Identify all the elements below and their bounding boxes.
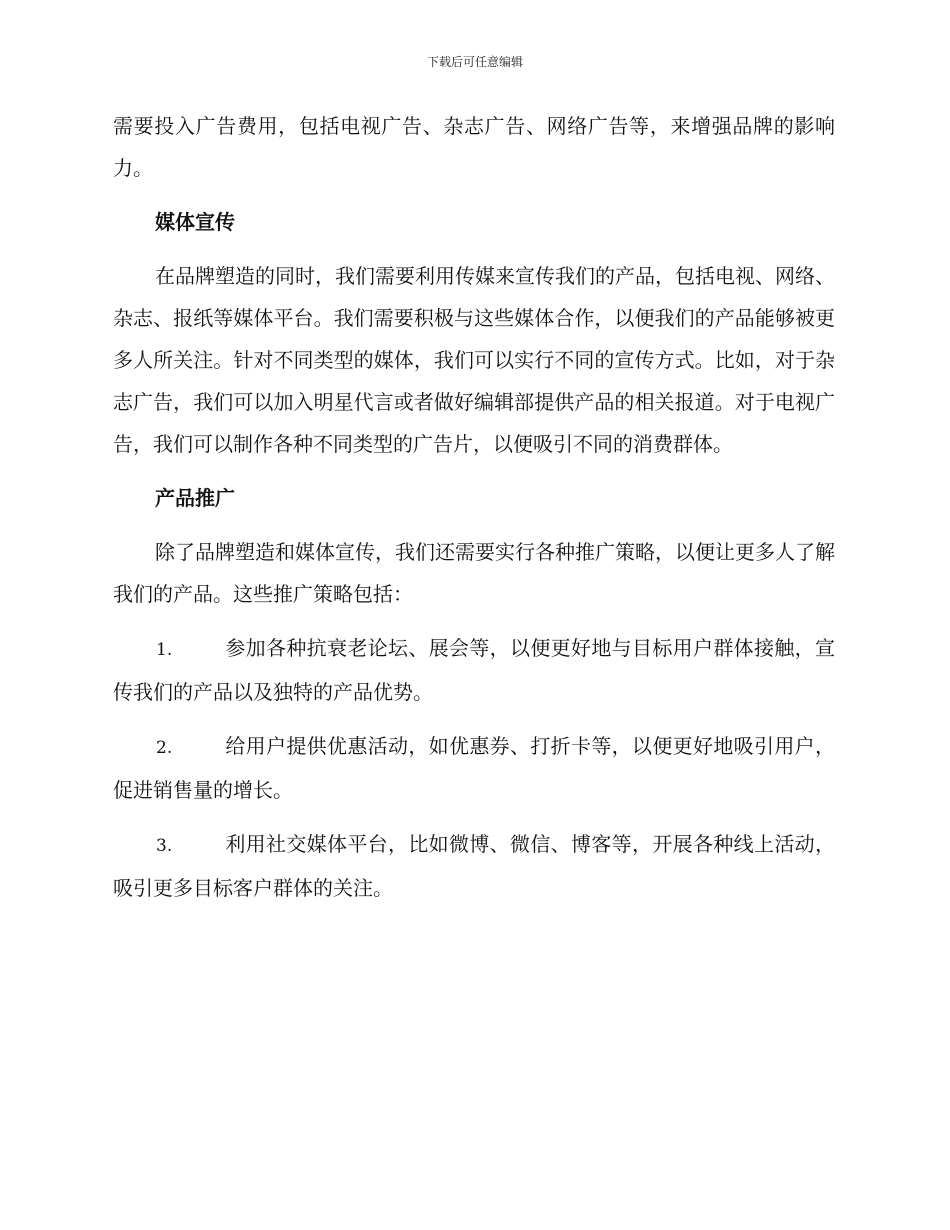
list-item-text: 给用户提供优惠活动，如优惠券、打折卡等，以便更好地吸引用户，促进销售量的增长。 — [113, 734, 835, 802]
page-header: 下载后可任意编辑 — [426, 55, 523, 69]
list-item — [113, 627, 835, 713]
list-item-text: 利用社交媒体平台，比如微博、微信、博客等，开展各种线上活动，吸引更多目标客户群体的关注。 — [113, 832, 835, 900]
document-body — [113, 105, 835, 921]
list-item-text: 参加各种抗衰老论坛、展会等，以便更好地与目标用户群体接触，宣传我们的产品以及独特的产品优势。 — [113, 636, 835, 704]
list-item-number: 1. — [156, 640, 173, 660]
section-paragraph-media: 在品牌塑造的同时，我们需要利用传媒来宣传我们的产品，包括电视、网络、杂志、报纸等媒体平台。我们需要积极与这些媒体合作，以便我们的产品能够被更多人所关注。针对不同类型的媒体，我们可以实行不同的宣传方式。比如，对于杂志广告，我们可以加入明星代言或者做好编辑部提供产品的相关报道。对于电视广告，我们可以制作各种不同类型的广告片，以便吸引不同的消费群体。 — [113, 264, 835, 456]
list-item — [113, 823, 835, 909]
section-heading-promotion: 产品推广 — [155, 486, 235, 510]
section-paragraph-promotion: 除了品牌塑造和媒体宣传，我们还需要实行各种推广策略，以便让更多人了解我们的产品。这些推广策略包括： — [113, 540, 835, 606]
list-item-number: 3. — [156, 836, 173, 856]
list-item-number: 2. — [156, 738, 173, 758]
list-item — [113, 725, 835, 811]
section-heading-media: 媒体宣传 — [155, 210, 235, 234]
intro-paragraph: 需要投入广告费用，包括电视广告、杂志广告、网络广告等，来增强品牌的影响力。 — [113, 114, 835, 180]
